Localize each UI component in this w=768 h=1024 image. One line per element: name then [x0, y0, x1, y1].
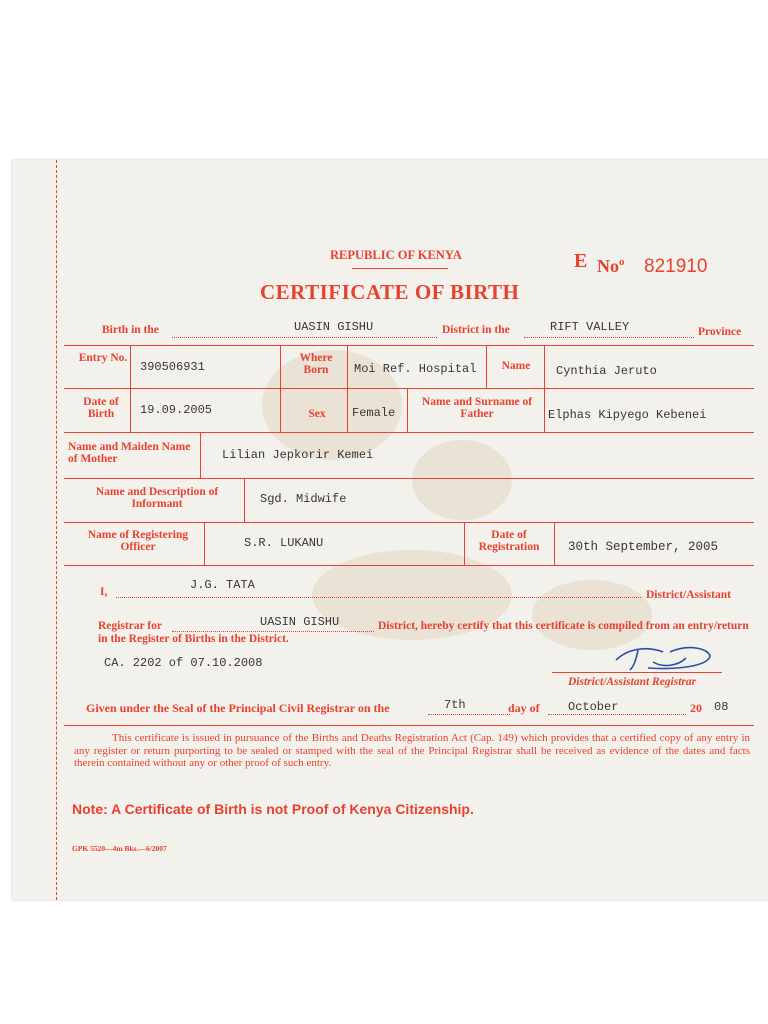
- serial-prefix: E: [574, 250, 588, 272]
- seal-given-label: Given under the Seal of the Principal Civil Registrar on the: [86, 701, 390, 715]
- reference-number: CA. 2202 of 07.10.2008: [104, 656, 263, 670]
- sex-value: Female: [352, 406, 396, 420]
- table-divider: [130, 345, 131, 432]
- registrar-signature: [608, 640, 718, 676]
- table-rule: [64, 345, 754, 346]
- officer-value: S.R. LUKANU: [244, 536, 324, 550]
- where-born-value: Moi Ref. Hospital: [354, 362, 477, 376]
- table-divider: [347, 345, 348, 432]
- father-value: Elphas Kipyego Kebenei: [548, 408, 707, 422]
- dob-value: 19.09.2005: [140, 403, 213, 417]
- dotted-line: [428, 714, 510, 715]
- table-divider: [544, 345, 545, 388]
- mother-label: Name and Maiden Name of Mother: [68, 441, 191, 465]
- registrar-for-district: UASIN GISHU: [260, 615, 340, 629]
- heading-underline: [352, 268, 448, 269]
- table-rule: [64, 432, 754, 433]
- reg-date-value: 30th September, 2005: [568, 540, 719, 554]
- table-rule: [64, 478, 754, 479]
- stain: [412, 440, 512, 520]
- table-rule: [64, 522, 754, 523]
- registrar-name: J.G. TATA: [190, 578, 255, 592]
- seal-year: 08: [714, 700, 729, 714]
- sex-label: Sex: [308, 408, 326, 420]
- dotted-line: [172, 337, 437, 338]
- signature-line: [552, 672, 722, 673]
- district-label: District in the: [442, 324, 510, 336]
- mother-value: Lilian Jepkorir Kemei: [222, 448, 374, 462]
- dotted-line: [116, 597, 641, 598]
- dotted-line: [548, 714, 686, 715]
- informant-label: Name and Description of Informant: [95, 486, 219, 510]
- entry-value: 390506931: [140, 360, 205, 374]
- table-rule: [64, 565, 754, 566]
- name-label: Name: [501, 360, 531, 372]
- district-value: UASIN GISHU: [294, 320, 374, 334]
- province-label: Province: [698, 326, 742, 338]
- name-value: Cynthia Jeruto: [556, 364, 657, 378]
- registrar-for-label: Registrar for: [98, 620, 162, 632]
- seal-day: 7th: [444, 698, 466, 712]
- section-rule: [64, 725, 754, 726]
- table-divider: [544, 388, 545, 432]
- dotted-line: [524, 337, 694, 338]
- certificate-title: CERTIFICATE OF BIRTH: [260, 280, 520, 304]
- serial-label: No$^o$: [597, 256, 625, 276]
- seal-month: October: [568, 700, 619, 714]
- table-divider: [244, 478, 245, 522]
- legal-notice: This certificate is issued in pursuance of the Births and Deaths Registration Act (Cap. 149) which provides that a certified copy of any entry in any register or return purporting to be sealed or stamped with the seal of the Principal Registrar shall be received as evidence of the dates and facts therein contained without any or other proof of such entry.: [74, 732, 750, 769]
- seal-year-prefix: 20: [690, 701, 702, 715]
- table-divider: [200, 432, 201, 478]
- table-divider: [204, 522, 205, 565]
- table-divider: [554, 522, 555, 565]
- province-value: RIFT VALLEY: [550, 320, 630, 334]
- citizenship-note: Note: A Certificate of Birth is not Proof of Kenya Citizenship.: [72, 801, 474, 817]
- print-code: GPK 5520—4m Bks.—6/2007: [72, 844, 167, 853]
- table-divider: [464, 522, 465, 565]
- table-divider: [486, 345, 487, 388]
- i-label: I,: [100, 586, 108, 598]
- perforated-edge: [48, 160, 57, 900]
- table-divider: [407, 388, 408, 432]
- dob-label: Date of Birth: [83, 396, 119, 420]
- serial-number: 821910: [644, 256, 708, 277]
- officer-label: Name of Registering Officer: [87, 529, 189, 553]
- reg-date-label: Date of Registration: [478, 529, 540, 553]
- where-born-label: Where Born: [299, 352, 333, 376]
- birth-in-label: Birth in the: [102, 324, 159, 336]
- table-divider: [280, 345, 281, 432]
- father-label: Name and Surname of Father: [421, 396, 533, 420]
- certify-text: District, hereby certify that this certificate is compiled from an entry/return in the Register of Births in the District.: [98, 620, 749, 645]
- entry-label: Entry No.: [78, 352, 128, 364]
- table-rule: [64, 388, 754, 389]
- informant-value: Sgd. Midwife: [260, 492, 347, 506]
- certificate-paper: [12, 160, 768, 900]
- signature-title: District/Assistant Registrar: [568, 676, 697, 688]
- district-assistant-label: District/Assistant: [646, 589, 731, 601]
- seal-day-label: day of: [508, 701, 540, 715]
- republic-heading: REPUBLIC OF KENYA: [330, 248, 462, 262]
